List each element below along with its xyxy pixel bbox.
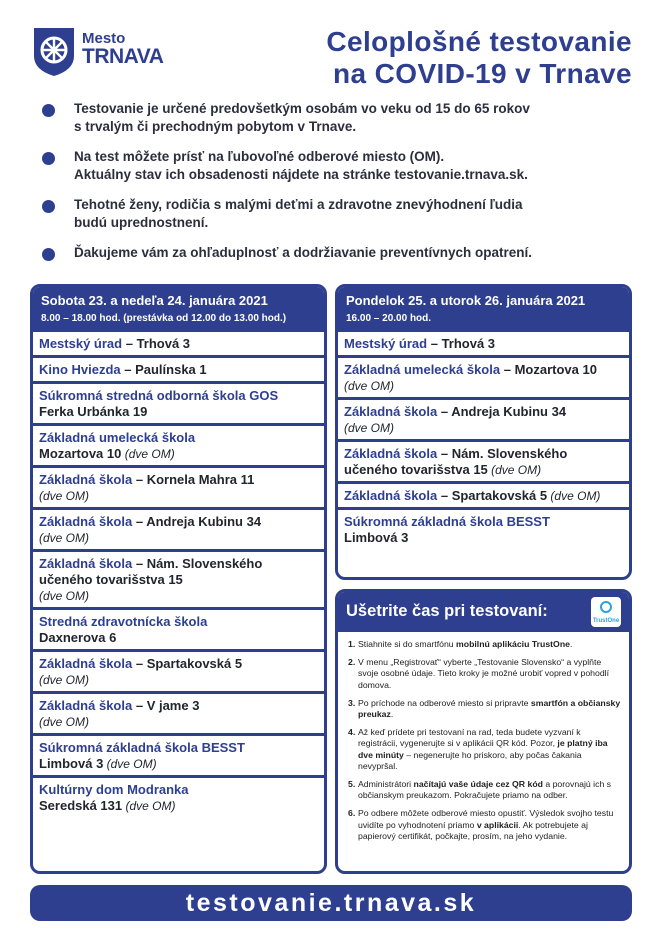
trustone-steps (338, 632, 629, 842)
site-note: (dve OM) (39, 489, 90, 503)
trustone-step (348, 779, 621, 801)
site-address: Nám. Slovenského (451, 446, 568, 461)
logo-text-mesto: Mesto (82, 30, 126, 47)
trustone-step (348, 657, 621, 691)
city-logo (32, 26, 192, 82)
site-note: (dve OM) (547, 489, 601, 503)
site-row (33, 552, 324, 610)
site-line (39, 572, 317, 588)
trustone-step (348, 808, 621, 842)
site-separator: – (437, 404, 452, 419)
trustone-step (348, 698, 621, 720)
trustone-logo-icon (591, 597, 621, 627)
bullet-item (40, 196, 640, 232)
page-title (326, 26, 632, 90)
weekend-date: Sobota 23. a nedeľa 24. januára 2021 (41, 293, 268, 308)
step-text: V menu „Registrovať“ vyberte „Testovanie Slovensko“ a vyplňte svoje osobné údaje. Tieto kroky je možné urobiť vopred v pohodlí domova. (358, 657, 609, 690)
site-row (33, 384, 324, 426)
step-number: 4. (348, 727, 356, 738)
site-line (39, 404, 317, 420)
bullet-dot-icon (42, 152, 55, 165)
step-text: – negenerujte ho priskoro, aby počas čakania nevypršal. (358, 749, 582, 771)
bullet-item (40, 148, 640, 184)
step-text-bold: smartfón a občiansky preukaz (358, 697, 621, 720)
site-line (344, 362, 622, 378)
site-note: (dve OM) (121, 447, 175, 461)
step-text: a porovnajú ich s občianskym preukazom. Pokračujete priamo na odber. (358, 779, 612, 801)
site-line (344, 462, 622, 478)
bullet-dot-icon (42, 104, 55, 117)
site-line (39, 698, 317, 714)
step-text: . Ak potrebujete aj papierový certifikát, počkajte, prosím, na jeho vydanie. (358, 819, 588, 841)
site-address: V jame 3 (146, 698, 200, 713)
weekend-site-list (33, 332, 324, 817)
site-name: Kino Hviezda (39, 362, 121, 377)
footer-url[interactable]: testovanie.trnava.sk (185, 889, 477, 917)
weekday-sites-panel (335, 284, 632, 580)
trnava-coat-of-arms-icon (32, 26, 76, 78)
weekday-date: Pondelok 25. a utorok 26. januára 2021 (346, 293, 586, 308)
trustone-panel (335, 589, 632, 874)
site-line (39, 472, 317, 488)
step-text: Po príchode na odberové miesto si pripravte (358, 697, 531, 708)
bullet-line: Tehotné ženy, rodičia s malými deťmi a zdravotne znevýhodnení ľudia (74, 197, 523, 212)
site-name: Základná umelecká škola (344, 362, 501, 377)
info-bullets (40, 100, 640, 274)
site-row (33, 426, 324, 468)
step-text: Až keď prídete pri testovaní na rad, teda budete vyzvaní k registrácii, vygenerujte si v aplikácii QR kód. Pozor, (358, 727, 581, 749)
bullet-line: s trvalým či prechodným pobytom v Trnave. (74, 119, 357, 134)
site-line (344, 514, 622, 530)
site-separator: – (427, 336, 442, 351)
bullet-line: budú uprednostnení. (74, 215, 209, 230)
step-text: Administrátori (358, 779, 414, 790)
bullet-item (40, 244, 640, 262)
site-row (33, 468, 324, 510)
site-address: Trhová 3 (136, 336, 191, 351)
site-row (338, 400, 629, 442)
trustone-step (348, 639, 621, 650)
site-address-line2: Daxnerova 6 (39, 630, 117, 645)
trustone-step (348, 727, 621, 772)
site-address-line2: učeného tovarišstva 15 (39, 572, 183, 587)
step-text: Stiahnite si do smartfónu (358, 639, 457, 649)
site-note: (dve OM) (344, 379, 395, 393)
site-line (39, 740, 317, 756)
site-address: Andreja Kubinu 34 (146, 514, 262, 529)
site-note: (dve OM) (39, 715, 90, 729)
site-row (338, 332, 629, 358)
site-line (39, 782, 317, 798)
site-line (39, 362, 317, 378)
step-number: 3. (348, 697, 356, 708)
bullet-dot-icon (42, 248, 55, 261)
trustone-title: Ušetrite čas pri testovaní: (346, 602, 548, 620)
weekday-header (338, 287, 629, 332)
site-address: Kornela Mahra 11 (146, 472, 255, 487)
site-separator: – (437, 488, 452, 503)
site-name: Mestský úrad (39, 336, 123, 351)
site-separator: – (132, 656, 147, 671)
site-address-line2: Seredská 131 (39, 798, 123, 813)
trustone-header (338, 592, 629, 632)
site-address: Paulínska 1 (135, 362, 207, 377)
site-address: Andreja Kubinu 34 (451, 404, 567, 419)
site-address: Spartakovská 5 (146, 656, 243, 671)
site-line (39, 630, 317, 646)
site-row (338, 442, 629, 484)
site-separator: – (132, 556, 147, 571)
step-number: 6. (348, 808, 356, 819)
site-address-line2: Ferka Urbánka 19 (39, 404, 148, 419)
site-line (344, 404, 622, 420)
site-separator: – (132, 698, 147, 713)
logo-text-trnava: TRNAVA (82, 45, 164, 68)
bullet-line: Ďakujeme vám za ohľaduplnosť a dodržiavanie preventívnych opatrení. (74, 245, 533, 260)
site-name: Súkromná základná škola BESST (39, 740, 245, 755)
site-address-line2: Limbová 3 (39, 756, 104, 771)
site-name: Súkromná stredná odborná škola GOS (39, 388, 279, 403)
trustone-logo-label: TrustOne (592, 618, 620, 624)
bullet-line: Na test môžete prísť na ľubovoľné odberové miesto (OM). (74, 149, 445, 164)
title-line-1: Celoplošné testovanie (326, 26, 632, 57)
site-address: Spartakovská 5 (451, 488, 548, 503)
site-row (33, 778, 324, 817)
site-name: Základná škola (39, 514, 133, 529)
site-line (39, 430, 317, 446)
site-note: (dve OM) (39, 531, 90, 545)
weekday-site-list (338, 332, 629, 549)
site-note: (dve OM) (487, 463, 542, 477)
step-text-bold: načítajú vaše údaje cez QR kód (413, 779, 543, 790)
step-number: 1. (348, 639, 356, 649)
site-line (39, 798, 317, 814)
site-row (338, 358, 629, 400)
site-separator: – (437, 446, 452, 461)
step-number: 2. (348, 657, 356, 668)
site-line (344, 336, 622, 352)
site-row (33, 610, 324, 652)
site-name: Základná umelecká škola (39, 430, 196, 445)
site-note: (dve OM) (344, 421, 395, 435)
site-row (338, 510, 629, 549)
site-separator: – (122, 336, 137, 351)
step-text-bold: mobilnú aplikáciu TrustOne (456, 639, 570, 649)
site-line (344, 446, 622, 462)
site-row (33, 358, 324, 384)
site-row (33, 332, 324, 358)
bullet-line: Testovanie je určené predovšetkým osobám vo veku od 15 do 65 rokov (74, 101, 530, 116)
site-row (338, 484, 629, 510)
site-name: Základná škola (344, 488, 438, 503)
site-line (344, 488, 622, 504)
step-text: . (390, 709, 394, 720)
site-name: Súkromná základná škola BESST (344, 514, 550, 529)
site-line (39, 514, 317, 530)
bullet-dot-icon (42, 200, 55, 213)
site-address-line2: Limbová 3 (344, 530, 409, 545)
bullet-line: Aktuálny stav ich obsadenosti nájdete na stránke testovanie.trnava.sk. (74, 167, 528, 182)
site-line (39, 336, 317, 352)
site-line (39, 656, 317, 672)
site-address: Mozartova 10 (514, 362, 597, 377)
site-name: Mestský úrad (344, 336, 428, 351)
step-number: 5. (348, 779, 356, 790)
site-note: (dve OM) (39, 589, 90, 603)
footer-url-bar[interactable] (30, 885, 632, 921)
site-name: Základná škola (39, 698, 133, 713)
step-text-bold: v aplikácii (476, 819, 519, 830)
site-line (344, 530, 622, 546)
step-text-bold: je platný iba dve minúty (358, 738, 608, 760)
site-line (39, 614, 317, 630)
site-row (33, 510, 324, 552)
site-address: Trhová 3 (441, 336, 496, 351)
site-name: Základná škola (344, 446, 438, 461)
weekday-hours: 16.00 – 20.00 hod. (346, 313, 432, 324)
site-name: Stredná zdravotnícka škola (39, 614, 208, 629)
site-name: Základná škola (39, 472, 133, 487)
site-row (33, 736, 324, 778)
step-text: . (569, 639, 573, 649)
site-line (39, 388, 317, 404)
step-text: Po odbere môžete odberové miesto opustiť. Výsledok svojho testu uvidíte po vyhodnotení priamo (358, 808, 614, 830)
site-note: (dve OM) (122, 799, 176, 813)
site-line (39, 446, 317, 462)
title-line-2: na COVID-19 v Trnave (332, 58, 632, 89)
site-name: Kultúrny dom Modranka (39, 782, 189, 797)
site-address-line2: Mozartova 10 (39, 446, 122, 461)
site-address-line2: učeného tovarišstva 15 (344, 462, 488, 477)
site-line (39, 756, 317, 772)
site-separator: – (132, 472, 147, 487)
site-separator: – (132, 514, 147, 529)
site-name: Základná škola (39, 556, 133, 571)
site-note: (dve OM) (39, 673, 90, 687)
weekend-header (33, 287, 324, 332)
weekend-sites-panel (30, 284, 327, 874)
weekend-hours: 8.00 – 18.00 hod. (prestávka od 12.00 do 13.00 hod.) (41, 313, 287, 324)
site-line (39, 556, 317, 572)
site-row (33, 694, 324, 736)
site-note: (dve OM) (103, 757, 157, 771)
site-name: Základná škola (344, 404, 438, 419)
site-separator: – (120, 362, 136, 377)
site-row (33, 652, 324, 694)
site-name: Základná škola (39, 656, 133, 671)
site-address: Nám. Slovenského (146, 556, 263, 571)
site-separator: – (500, 362, 515, 377)
bullet-item (40, 100, 640, 136)
